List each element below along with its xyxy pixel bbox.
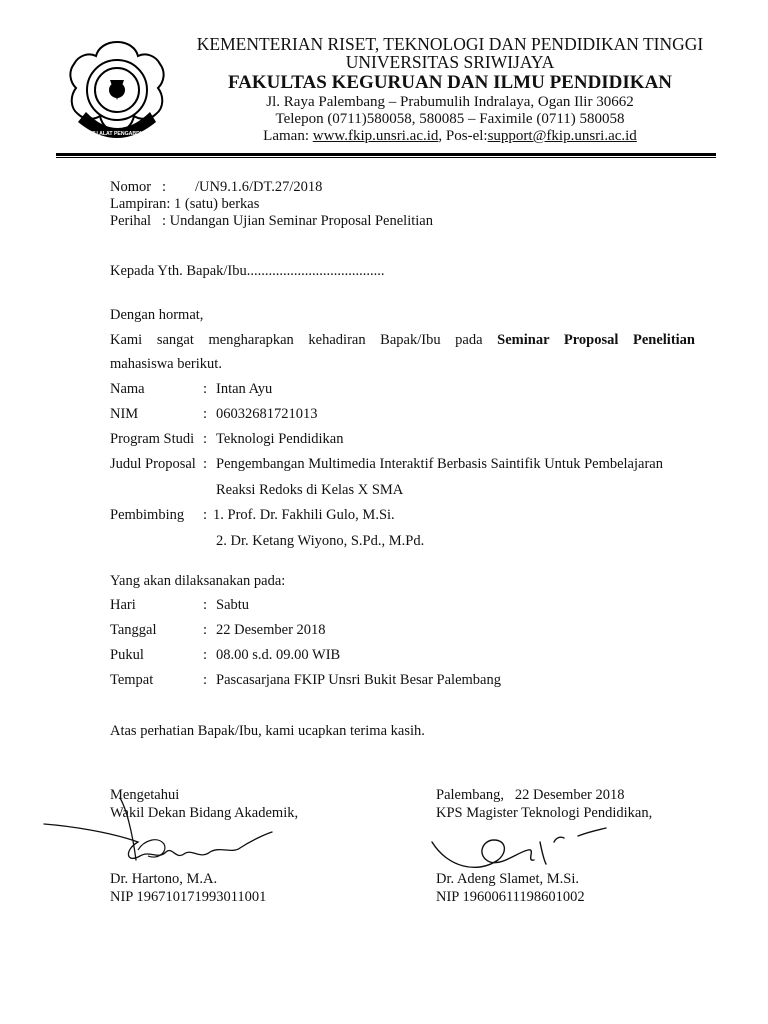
label-prodi: Program Studi — [110, 431, 195, 447]
university-name: UNIVERSITAS SRIWIJAYA — [345, 52, 555, 72]
intro-bold: Seminar Proposal Penelitian — [497, 332, 695, 348]
label-tempat: Tempat — [110, 672, 154, 688]
intro-line2: mahasiswa berikut. — [110, 356, 222, 372]
colon: : — [203, 622, 208, 638]
label-hari: Hari — [110, 597, 136, 613]
value-pembimbing-1: 1. Prof. Dr. Fakhili Gulo, M.Si. — [213, 507, 395, 523]
schedule-intro: Yang akan dilaksanakan pada: — [110, 573, 286, 589]
value-pukul: 08.00 s.d. 09.00 WIB — [216, 647, 341, 663]
value-tanggal: 22 Desember 2018 — [216, 622, 326, 638]
left-signature — [40, 787, 280, 880]
ministry-name: KEMENTERIAN RISET, TEKNOLOGI DAN PENDIDIKAN TINGGI — [196, 34, 704, 54]
value-pembimbing-2: 2. Dr. Ketang Wiyono, S.Pd., M.Pd. — [216, 533, 425, 549]
email-label: , Pos-el: — [438, 128, 488, 144]
address: Jl. Raya Palembang – Prabumulih Indralaya, Ogan Ilir 30662 — [266, 94, 634, 110]
header-rule-thin — [56, 157, 716, 158]
label-nim: NIM — [110, 406, 139, 422]
sign-right-date: Palembang, 22 Desember 2018 — [436, 787, 625, 803]
header-rule-thick — [56, 153, 716, 156]
colon: : — [203, 381, 208, 397]
letter-number: Nomor : /UN9.1.6/DT.27/2018 — [110, 179, 323, 195]
right-signature — [428, 822, 608, 878]
web-label: Laman: — [263, 128, 313, 144]
phone: Telepon (0711)580058, 580085 – Faximile (0711) 580058 — [275, 111, 625, 127]
logo-motto: ILMU ALAT PENGABDIAN — [85, 131, 149, 137]
closing: Atas perhatian Bapak/Ibu, kami ucapkan terima kasih. — [110, 723, 425, 739]
greeting: Dengan hormat, — [110, 307, 204, 323]
colon: : — [203, 672, 208, 688]
value-judul-line1: Pengembangan Multimedia Interaktif Berbasis Saintifik Untuk Pembelajaran — [216, 456, 663, 472]
sign-right-title: KPS Magister Teknologi Pendidikan, — [436, 805, 653, 821]
value-judul-line2: Reaksi Redoks di Kelas X SMA — [216, 482, 404, 498]
sign-left-name: Dr. Hartono, M.A. — [110, 871, 218, 887]
web-link[interactable]: www.fkip.unsri.ac.id — [312, 128, 439, 144]
sign-right-name: Dr. Adeng Slamet, M.Si. — [436, 871, 579, 887]
value-nim: 06032681721013 — [216, 406, 318, 422]
web-email-line — [160, 129, 740, 144]
faculty-name: FAKULTAS KEGURUAN DAN ILMU PENDIDIKAN — [227, 72, 673, 93]
sign-left-title: Wakil Dekan Bidang Akademik, — [110, 805, 299, 821]
label-judul: Judul Proposal — [110, 456, 196, 472]
label-nama: Nama — [110, 381, 145, 397]
recipient: Kepada Yth. Bapak/Ibu...................................... — [110, 263, 385, 279]
sign-right-nip: NIP 19600611198601002 — [436, 889, 585, 905]
sign-left-nip: NIP 196710171993011001 — [110, 889, 267, 905]
email-link[interactable]: support@fkip.unsri.ac.id — [487, 128, 637, 144]
colon: : — [203, 431, 208, 447]
intro-paragraph — [110, 333, 695, 348]
colon: : — [203, 647, 208, 663]
colon: : — [203, 597, 208, 613]
value-tempat: Pascasarjana FKIP Unsri Bukit Besar Palembang — [216, 672, 501, 688]
sign-left-line1: Mengetahui — [110, 787, 180, 803]
attachment: Lampiran: 1 (satu) berkas — [110, 196, 260, 212]
label-pukul: Pukul — [110, 647, 144, 663]
intro-text: Kami sangat mengharapkan kehadiran Bapak/Ibu pada — [110, 332, 498, 348]
value-prodi: Teknologi Pendidikan — [216, 431, 344, 447]
label-pembimbing: Pembimbing — [110, 507, 185, 523]
colon: : — [203, 406, 208, 422]
label-tanggal: Tanggal — [110, 622, 157, 638]
subject: Perihal : Undangan Ujian Seminar Proposal Penelitian — [110, 213, 433, 229]
colon: : — [203, 507, 208, 523]
value-hari: Sabtu — [216, 597, 250, 613]
colon: : — [203, 456, 208, 472]
value-nama: Intan Ayu — [216, 381, 273, 397]
